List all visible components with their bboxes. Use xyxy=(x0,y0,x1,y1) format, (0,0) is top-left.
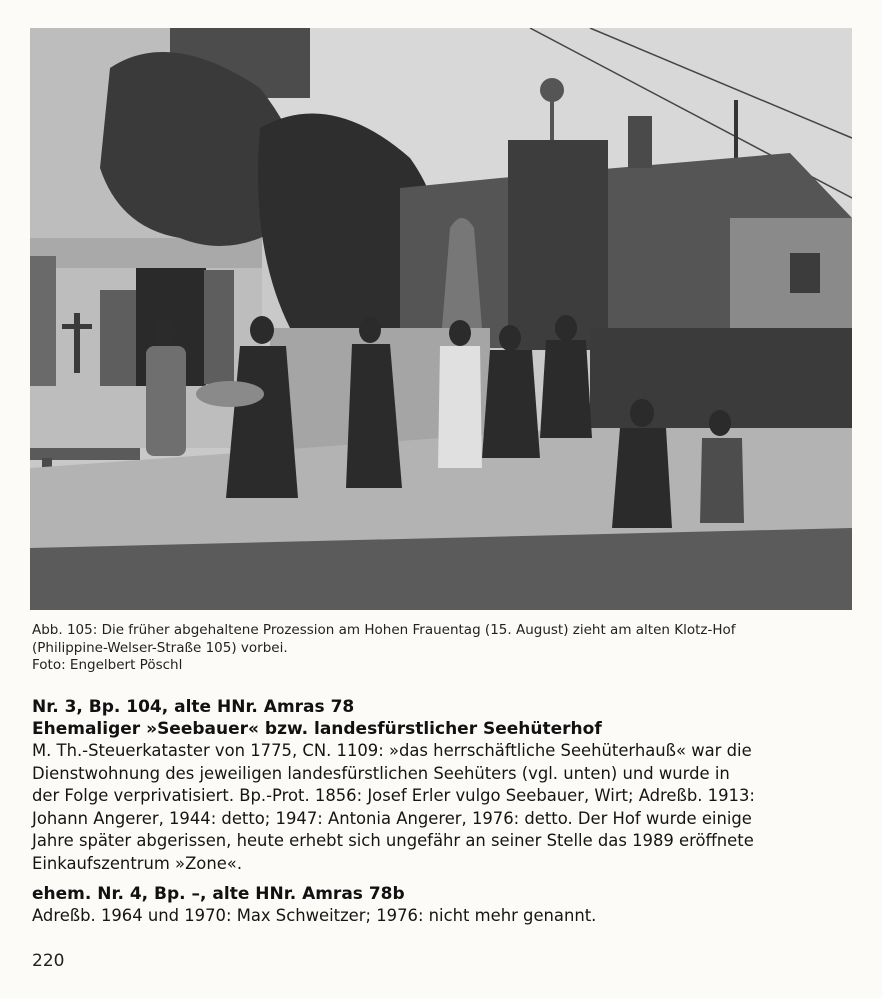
body-line: Johann Angerer, 1944: detto; 1947: Antonia Angerer, 1976: detto. Der Hof wurde einige xyxy=(32,808,752,828)
caption-line: Foto: Engelbert Pöschl xyxy=(32,657,183,673)
body-line: Dienstwohnung des jeweiligen landesfürstlichen Seehüters (vgl. unten) und wurde in xyxy=(32,763,730,783)
caption-line: Abb. 105: Die früher abgehaltene Prozession am Hohen Frauentag (15. August) zieht am alten Klotz-Hof xyxy=(32,622,736,638)
entry-heading: Nr. 3, Bp. 104, alte HNr. Amras 78 xyxy=(32,697,355,717)
entry-body xyxy=(32,905,854,928)
entry-nr-4 xyxy=(32,883,854,928)
photo-caption xyxy=(32,622,854,675)
page-number: 220 xyxy=(32,951,65,971)
body-line: Jahre später abgerissen, heute erhebt sich ungefähr an seiner Stelle das 1989 eröffnete xyxy=(32,831,754,850)
body-line: Adreßb. 1964 und 1970: Max Schweitzer; 1976: nicht mehr genannt. xyxy=(32,906,597,925)
entry-subheading: Ehemaliger »Seebauer« bzw. landesfürstlicher Seehüterhof xyxy=(32,719,602,739)
body-line: der Folge verprivatisiert. Bp.-Prot. 1856: Josef Erler vulgo Seebauer, Wirt; Adreßb. 1913: xyxy=(32,786,755,805)
procession-photograph xyxy=(30,28,852,610)
entry-body xyxy=(32,740,854,875)
entry-nr-3 xyxy=(32,696,854,875)
body-line: Einkaufszentrum »Zone«. xyxy=(32,853,243,873)
body-line: M. Th.-Steuerkataster von 1775, CN. 1109: »das herrschäftliche Seehüterhauß« war die xyxy=(32,741,752,760)
entry-heading: ehem. Nr. 4, Bp. –, alte HNr. Amras 78b xyxy=(32,884,405,904)
caption-line: (Philippine-Welser-Straße 105) vorbei. xyxy=(32,639,288,656)
